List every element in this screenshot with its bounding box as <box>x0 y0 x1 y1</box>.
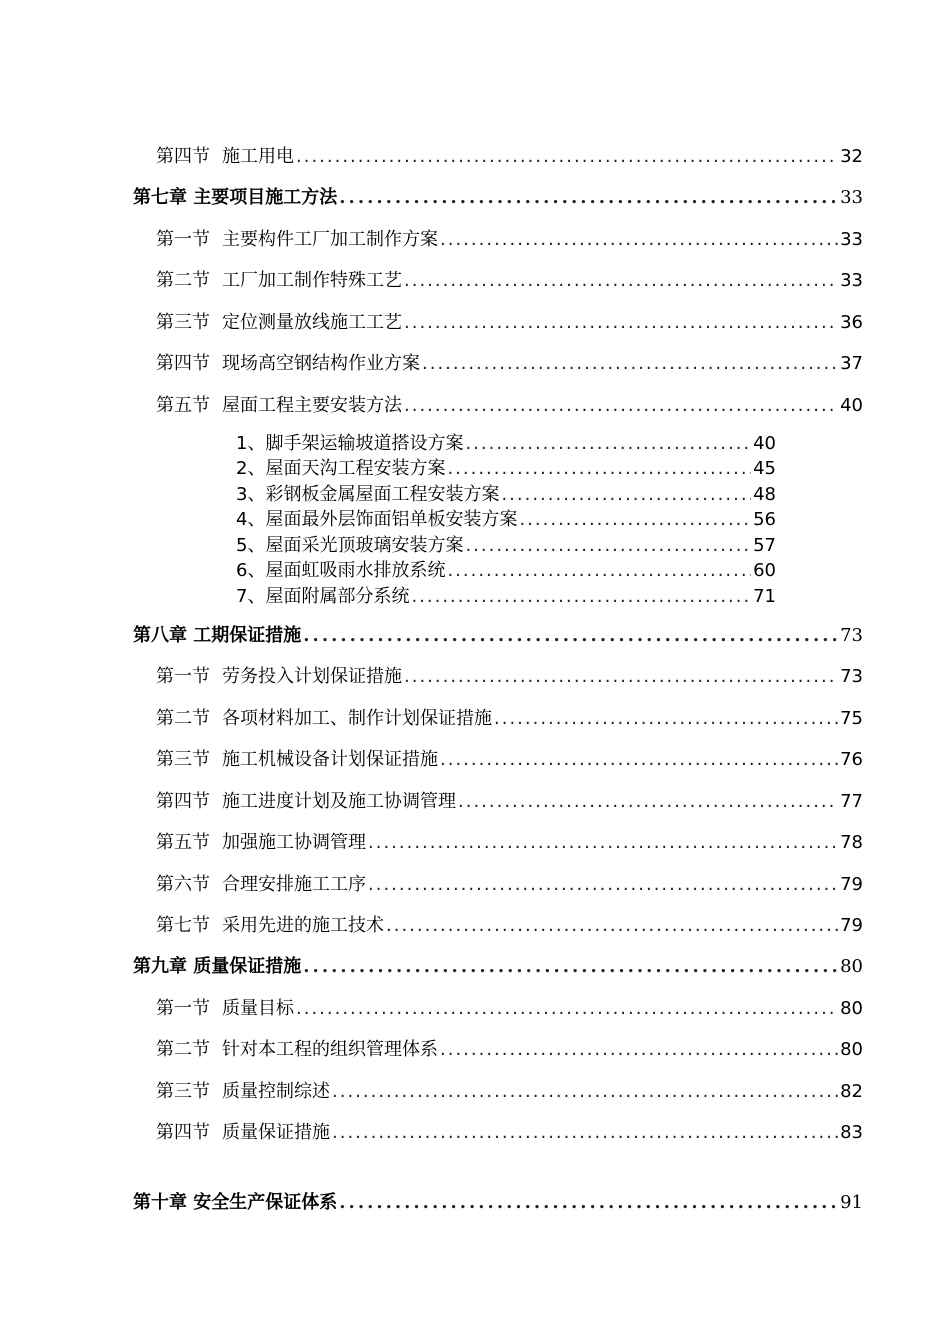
toc-section-row[interactable] <box>156 911 863 937</box>
section-number: 第一节 <box>156 229 210 250</box>
toc-item-row[interactable] <box>236 454 776 480</box>
section-title: 质量控制综述 <box>222 1081 330 1102</box>
section-number: 第四节 <box>156 791 210 812</box>
section-title: 质量保证措施 <box>222 1122 330 1143</box>
dot-leader <box>447 458 751 479</box>
item-title: 6、屋面虹吸雨水排放系统 <box>236 560 446 581</box>
toc-item-row[interactable] <box>236 480 776 506</box>
dot-leader <box>404 270 838 291</box>
toc-label <box>133 621 301 647</box>
page-number: 40 <box>753 433 776 454</box>
dot-leader <box>386 915 838 936</box>
toc-item-row[interactable] <box>236 556 776 582</box>
item-title: 2、屋面天沟工程安装方案 <box>236 458 446 479</box>
toc-label <box>156 911 384 937</box>
page-number: 45 <box>753 458 776 479</box>
toc-label <box>156 994 294 1020</box>
page-number: 79 <box>840 874 863 895</box>
dot-leader <box>519 509 751 530</box>
page-number: 37 <box>840 353 863 374</box>
page-number: 33 <box>840 229 863 250</box>
page-number: 33 <box>840 270 863 291</box>
dot-leader <box>303 956 838 977</box>
section-number: 第二节 <box>156 1039 210 1060</box>
section-number: 第五节 <box>156 395 210 416</box>
section-title: 施工进度计划及施工协调管理 <box>222 791 456 812</box>
section-number: 第一节 <box>156 666 210 687</box>
page-number: 83 <box>840 1122 863 1143</box>
page-number: 80 <box>840 956 863 977</box>
section-number: 第三节 <box>156 1081 210 1102</box>
page-number: 32 <box>840 146 863 167</box>
toc-section-row[interactable] <box>156 662 863 688</box>
page-number: 79 <box>840 915 863 936</box>
toc-label <box>156 266 402 292</box>
toc-label <box>133 1188 337 1214</box>
toc-section-row[interactable] <box>156 787 863 813</box>
chapter-title: 质量保证措施 <box>193 956 302 977</box>
dot-leader <box>332 1122 838 1143</box>
section-title: 施工用电 <box>222 146 294 167</box>
item-title: 3、彩钢板金属屋面工程安装方案 <box>236 484 500 505</box>
toc-section-row[interactable] <box>156 225 863 251</box>
chapter-number: 第八章 <box>133 625 187 646</box>
section-title: 质量目标 <box>222 998 294 1019</box>
dot-leader <box>404 666 838 687</box>
toc-section-row[interactable] <box>156 745 863 771</box>
toc-section-row[interactable] <box>156 704 863 730</box>
toc-label <box>156 745 438 771</box>
dot-leader <box>303 625 838 646</box>
section-number: 第四节 <box>156 1122 210 1143</box>
section-title: 合理安排施工工序 <box>222 874 366 895</box>
toc-item-row[interactable] <box>236 429 776 455</box>
toc-section-row[interactable] <box>156 266 863 292</box>
item-title: 5、屋面采光顶玻璃安装方案 <box>236 535 464 556</box>
section-number: 第五节 <box>156 832 210 853</box>
item-title: 1、脚手架运输坡道搭设方案 <box>236 433 464 454</box>
section-title: 采用先进的施工技术 <box>222 915 384 936</box>
toc-label <box>156 142 294 168</box>
toc-label <box>156 704 492 730</box>
section-title: 加强施工协调管理 <box>222 832 366 853</box>
section-number: 第六节 <box>156 874 210 895</box>
dot-leader <box>447 560 751 581</box>
dot-leader <box>501 484 751 505</box>
page-number: 40 <box>840 395 863 416</box>
dot-leader <box>465 433 751 454</box>
page-number: 78 <box>840 832 863 853</box>
dot-leader <box>411 586 751 607</box>
toc-chapter-row[interactable] <box>133 183 863 209</box>
toc-chapter-row[interactable] <box>133 952 863 978</box>
section-title: 主要构件工厂加工制作方案 <box>222 229 438 250</box>
chapter-number: 第九章 <box>133 956 187 977</box>
toc-section-row[interactable] <box>156 1035 863 1061</box>
dot-leader <box>368 874 838 895</box>
section-title: 施工机械设备计划保证措施 <box>222 749 438 770</box>
dot-leader <box>440 229 838 250</box>
toc-item-row[interactable] <box>236 505 776 531</box>
page-number: 77 <box>840 791 863 812</box>
item-title: 4、屋面最外层饰面铝单板安装方案 <box>236 509 518 530</box>
dot-leader <box>465 535 751 556</box>
dot-leader <box>339 1192 838 1213</box>
section-number: 第一节 <box>156 998 210 1019</box>
page-number: 82 <box>840 1081 863 1102</box>
toc-label <box>133 952 301 978</box>
page-number: 80 <box>840 998 863 1019</box>
section-number: 第四节 <box>156 353 210 374</box>
dot-leader <box>494 708 838 729</box>
section-number: 第二节 <box>156 708 210 729</box>
toc-chapter-row[interactable] <box>133 1188 863 1214</box>
page-number: 33 <box>840 187 863 208</box>
toc-label <box>156 308 402 334</box>
toc-section-row[interactable] <box>156 349 863 375</box>
dot-leader <box>458 791 838 812</box>
toc-label <box>156 1035 438 1061</box>
toc-label <box>133 183 337 209</box>
page-number: 75 <box>840 708 863 729</box>
page-number: 48 <box>753 484 776 505</box>
chapter-title: 工期保证措施 <box>193 625 302 646</box>
page-number: 76 <box>840 749 863 770</box>
chapter-title: 主要项目施工方法 <box>193 187 338 208</box>
toc-section-row[interactable] <box>156 994 863 1020</box>
page-number: 91 <box>840 1192 863 1213</box>
page-number: 57 <box>753 535 776 556</box>
dot-leader <box>440 749 838 770</box>
page-number: 73 <box>840 666 863 687</box>
section-number: 第三节 <box>156 312 210 333</box>
section-title: 现场高空钢结构作业方案 <box>222 353 420 374</box>
dot-leader <box>368 832 838 853</box>
page-number: 56 <box>753 509 776 530</box>
toc-label <box>156 1118 330 1144</box>
toc-section-row[interactable] <box>156 391 863 417</box>
toc-item-row[interactable] <box>236 531 776 557</box>
toc-item-row[interactable] <box>236 582 776 608</box>
toc-section-row[interactable] <box>156 142 863 168</box>
section-number: 第二节 <box>156 270 210 291</box>
toc-section-row[interactable] <box>156 870 863 896</box>
chapter-number: 第七章 <box>133 187 187 208</box>
toc-label <box>156 870 366 896</box>
page-number: 71 <box>753 586 776 607</box>
toc-label <box>156 828 366 854</box>
toc-label <box>156 349 420 375</box>
dot-leader <box>404 395 838 416</box>
dot-leader <box>339 187 838 208</box>
toc-label <box>156 391 402 417</box>
section-number: 第三节 <box>156 749 210 770</box>
page-number: 73 <box>840 625 863 646</box>
dot-leader <box>332 1081 838 1102</box>
toc-label <box>156 225 438 251</box>
section-title: 各项材料加工、制作计划保证措施 <box>222 708 492 729</box>
section-number: 第七节 <box>156 915 210 936</box>
section-title: 劳务投入计划保证措施 <box>222 666 402 687</box>
toc-chapter-row[interactable] <box>133 621 863 647</box>
page-number: 60 <box>753 560 776 581</box>
section-number: 第四节 <box>156 146 210 167</box>
dot-leader <box>296 998 838 1019</box>
toc-label <box>156 1077 330 1103</box>
dot-leader <box>296 146 838 167</box>
section-title: 工厂加工制作特殊工艺 <box>222 270 402 291</box>
dot-leader <box>422 353 838 374</box>
toc-section-row[interactable] <box>156 828 863 854</box>
page-number: 36 <box>840 312 863 333</box>
item-title: 7、屋面附属部分系统 <box>236 586 410 607</box>
toc-section-row[interactable] <box>156 308 863 334</box>
toc-label <box>156 662 402 688</box>
dot-leader <box>404 312 838 333</box>
section-title: 定位测量放线施工工艺 <box>222 312 402 333</box>
toc-section-row[interactable] <box>156 1077 863 1103</box>
chapter-title: 安全生产保证体系 <box>193 1192 338 1213</box>
page-number: 80 <box>840 1039 863 1060</box>
chapter-number: 第十章 <box>133 1192 187 1213</box>
toc-label <box>156 787 456 813</box>
dot-leader <box>440 1039 838 1060</box>
section-title: 屋面工程主要安装方法 <box>222 395 402 416</box>
toc-section-row[interactable] <box>156 1118 863 1144</box>
section-title: 针对本工程的组织管理体系 <box>222 1039 438 1060</box>
